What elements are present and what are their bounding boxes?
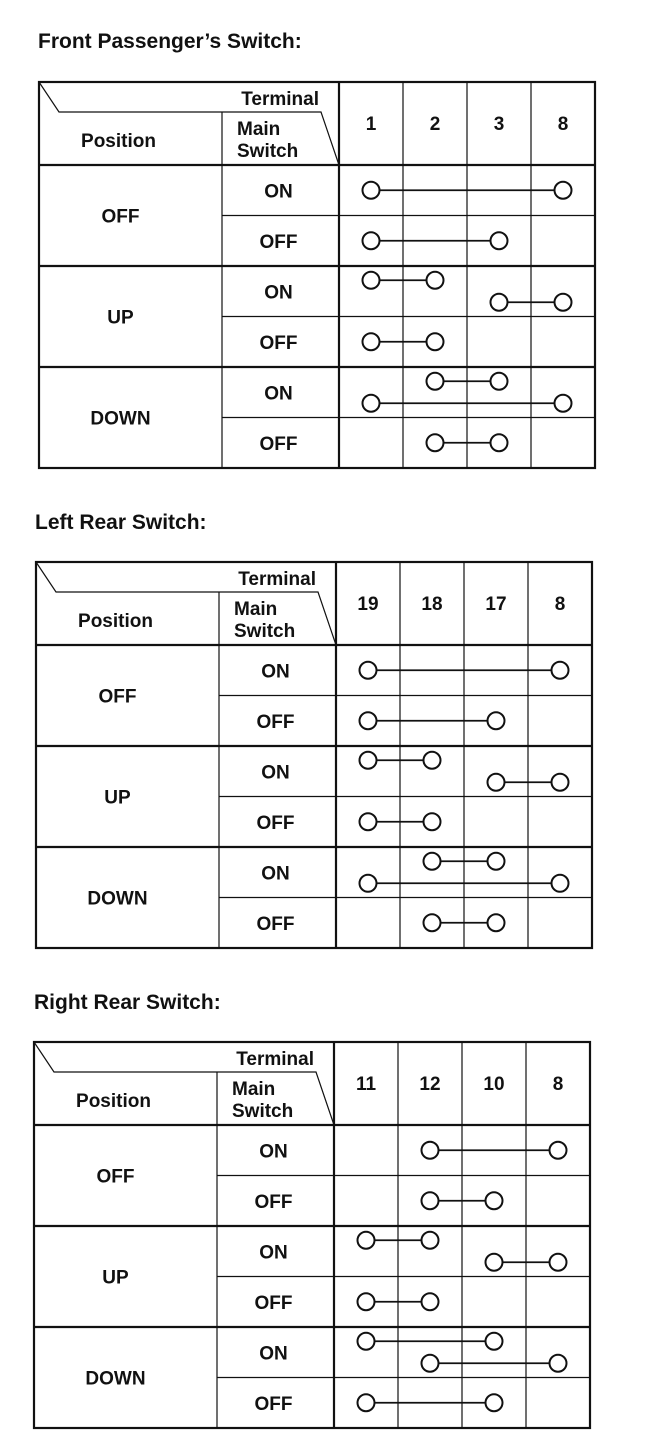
- terminal-number: 10: [483, 1074, 505, 1095]
- position-label: OFF: [101, 206, 140, 228]
- main-switch-state-label: ON: [259, 1141, 288, 1163]
- main-switch-state-label: ON: [259, 1242, 288, 1264]
- left-rear-switch-table: [0, 480, 672, 960]
- continuity-terminal-circle: [363, 272, 380, 289]
- continuity-terminal-circle: [486, 1254, 503, 1271]
- terminal-number: 2: [429, 114, 441, 135]
- main-switch-header-label: Switch: [234, 621, 296, 642]
- main-switch-header-label: Main: [234, 599, 278, 620]
- position-header-label: Position: [78, 611, 153, 632]
- terminal-number: 8: [552, 1074, 564, 1095]
- continuity-terminal-circle: [424, 853, 441, 870]
- continuity-terminal-circle: [422, 1192, 439, 1209]
- continuity-terminal-circle: [491, 434, 508, 451]
- main-switch-state-label: OFF: [254, 1393, 293, 1415]
- continuity-terminal-circle: [555, 294, 572, 311]
- continuity-terminal-circle: [488, 914, 505, 931]
- continuity-terminal-circle: [552, 875, 569, 892]
- continuity-terminal-circle: [360, 712, 377, 729]
- main-switch-state-label: OFF: [259, 433, 298, 455]
- position-header-label: Position: [76, 1091, 151, 1112]
- continuity-terminal-circle: [427, 333, 444, 350]
- position-label: OFF: [96, 1166, 135, 1188]
- continuity-terminal-circle: [555, 182, 572, 199]
- continuity-terminal-circle: [422, 1293, 439, 1310]
- main-switch-state-label: ON: [261, 661, 290, 683]
- terminal-number: 1: [365, 114, 377, 135]
- main-switch-header-label: Main: [237, 119, 281, 140]
- main-switch-state-label: ON: [259, 1343, 288, 1365]
- continuity-terminal-circle: [427, 373, 444, 390]
- position-header-label: Position: [81, 131, 156, 152]
- continuity-terminal-circle: [363, 333, 380, 350]
- front-passenger-switch-table: [0, 0, 672, 480]
- position-label: UP: [102, 1267, 129, 1289]
- main-switch-state-label: OFF: [259, 231, 298, 253]
- continuity-terminal-circle: [552, 662, 569, 679]
- continuity-terminal-circle: [358, 1333, 375, 1350]
- position-label: DOWN: [85, 1368, 146, 1390]
- continuity-terminal-circle: [486, 1192, 503, 1209]
- terminal-number: 11: [355, 1074, 377, 1095]
- main-switch-header-label: Main: [232, 1079, 276, 1100]
- terminal-header-label: Terminal: [241, 89, 319, 110]
- terminal-number: 18: [421, 594, 443, 615]
- continuity-terminal-circle: [550, 1142, 567, 1159]
- position-label: UP: [107, 307, 134, 329]
- continuity-terminal-circle: [550, 1355, 567, 1372]
- continuity-terminal-circle: [358, 1394, 375, 1411]
- terminal-number: 8: [557, 114, 569, 135]
- main-switch-state-label: OFF: [256, 711, 295, 733]
- left-rear-switch-title: Left Rear Switch:: [35, 511, 207, 534]
- continuity-terminal-circle: [424, 914, 441, 931]
- continuity-terminal-circle: [360, 813, 377, 830]
- right-rear-switch-table: [0, 960, 672, 1440]
- continuity-terminal-circle: [486, 1394, 503, 1411]
- continuity-terminal-circle: [363, 232, 380, 249]
- main-switch-state-label: ON: [264, 383, 293, 405]
- continuity-terminal-circle: [363, 395, 380, 412]
- position-label: OFF: [98, 686, 137, 708]
- position-label: UP: [104, 787, 131, 809]
- main-switch-state-label: OFF: [256, 913, 295, 935]
- main-switch-state-label: OFF: [259, 332, 298, 354]
- continuity-terminal-circle: [360, 752, 377, 769]
- terminal-number: 12: [419, 1074, 441, 1095]
- terminal-header-label: Terminal: [236, 1049, 314, 1070]
- continuity-terminal-circle: [422, 1232, 439, 1249]
- position-label: DOWN: [87, 888, 148, 910]
- continuity-terminal-circle: [427, 434, 444, 451]
- continuity-terminal-circle: [424, 752, 441, 769]
- continuity-terminal-circle: [422, 1142, 439, 1159]
- front-passenger-switch-title: Front Passenger’s Switch:: [38, 30, 302, 53]
- continuity-terminal-circle: [360, 875, 377, 892]
- main-switch-state-label: ON: [261, 863, 290, 885]
- main-switch-state-label: ON: [264, 181, 293, 203]
- continuity-terminal-circle: [488, 712, 505, 729]
- main-switch-state-label: OFF: [254, 1191, 293, 1213]
- continuity-terminal-circle: [422, 1355, 439, 1372]
- continuity-terminal-circle: [555, 395, 572, 412]
- main-switch-header-label: Switch: [232, 1101, 294, 1122]
- terminal-number: 8: [554, 594, 566, 615]
- main-switch-state-label: ON: [261, 762, 290, 784]
- continuity-terminal-circle: [363, 182, 380, 199]
- continuity-terminal-circle: [424, 813, 441, 830]
- continuity-terminal-circle: [491, 232, 508, 249]
- main-switch-state-label: OFF: [256, 812, 295, 834]
- continuity-terminal-circle: [491, 373, 508, 390]
- terminal-number: 17: [485, 594, 507, 615]
- continuity-terminal-circle: [552, 774, 569, 791]
- continuity-terminal-circle: [358, 1293, 375, 1310]
- position-label: DOWN: [90, 408, 151, 430]
- main-switch-header-label: Switch: [237, 141, 299, 162]
- continuity-terminal-circle: [550, 1254, 567, 1271]
- main-switch-state-label: OFF: [254, 1292, 293, 1314]
- right-rear-switch-title: Right Rear Switch:: [34, 991, 221, 1014]
- continuity-terminal-circle: [358, 1232, 375, 1249]
- continuity-terminal-circle: [486, 1333, 503, 1350]
- terminal-number: 3: [493, 114, 505, 135]
- terminal-number: 19: [357, 594, 379, 615]
- continuity-terminal-circle: [427, 272, 444, 289]
- continuity-terminal-circle: [360, 662, 377, 679]
- continuity-terminal-circle: [488, 774, 505, 791]
- continuity-terminal-circle: [491, 294, 508, 311]
- continuity-terminal-circle: [488, 853, 505, 870]
- terminal-header-label: Terminal: [238, 569, 316, 590]
- main-switch-state-label: ON: [264, 282, 293, 304]
